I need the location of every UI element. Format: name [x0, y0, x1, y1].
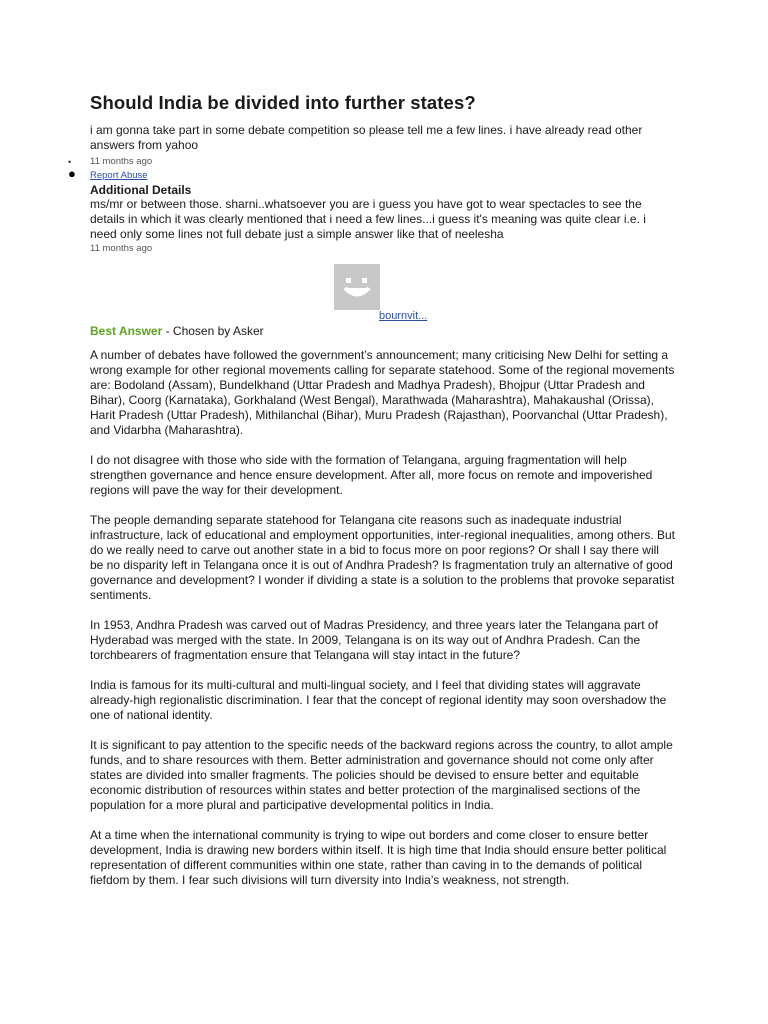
- question-text: i am gonna take part in some debate competition so please tell me a few lines. i have already read other answers from yahoo: [90, 123, 643, 152]
- answer-paragraph: It is significant to pay attention to the specific needs of the backward regions across the country, to allot ample funds, and to share resources with them. Better administration and governance should not come only after states are divided into smaller fragments. The policies should be devised to ensure better and equitable economic distribution of resources within states and better protection of the marginalised sections of the population for a more plural and participative developmental politics in India.: [90, 738, 673, 812]
- question-title: Should India be divided into further states?: [90, 92, 476, 113]
- bullet-icon: ●: [68, 166, 76, 181]
- answerer-block: [334, 264, 454, 322]
- report-abuse-link[interactable]: Report Abuse: [90, 170, 148, 181]
- answer-paragraph: At a time when the international community is trying to wipe out borders and come closer to ensure better development, India is drawing new borders within itself. It is high time that India should ensure better political representation of different communities within one state, rather than caving in to the demands of political fiefdom by them. I fear such divisions will turn diversity into India’s weakness, not strength.: [90, 828, 667, 887]
- best-answer-label: Best Answer: [90, 324, 163, 338]
- smiley-face-icon: [334, 264, 380, 310]
- question-page: [68, 92, 675, 887]
- question-meta: [68, 155, 675, 183]
- best-answer-header: [90, 324, 264, 338]
- answer-paragraph: A number of debates have followed the government’s announcement; many criticising New Delhi for setting a wrong example for other regional movements calling for separate statehood. Some of the regional movements are: Bodoland (Assam), Bundelkhand (Uttar Pradesh and Madhya Pradesh), Bhojpur (Uttar Pradesh and Bihar), Coorg (Karnataka), Gorkhaland (West Bengal), Marathwada (Maharashtra), Mahakaushal (Orissa), Harit Pradesh (Uttar Pradesh), Mithilanchal (Bihar), Muru Pradesh (Rajasthan), Poorvanchal (Uttar Pradesh), and Vidarbha (Maharashtra).: [90, 348, 675, 437]
- answer-paragraph: The people demanding separate statehood for Telangana cite reasons such as inadequate industrial infrastructure, lack of educational and employment opportunities, inter-regional inequalities, among others. But do we really need to carve out another state in a bid to focus more on poor regions? Or shall I say there will be no disparity left in Telangana once it is out of Andhra Pradesh? Is fragmentation truly an alternative of good governance and development? I wonder if dividing a state is a solution to the problems that provoke separatist sentiments.: [90, 513, 675, 602]
- chosen-by-label: - Chosen by Asker: [162, 324, 264, 338]
- best-answer-body: [90, 348, 675, 903]
- answer-paragraph: In 1953, Andhra Pradesh was carved out of Madras Presidency, and three years later the Telangana part of Hyderabad was merged with the state. In 2009, Telangana is on its way out of Andhra Pradesh. Can the torchbearers of fragmentation ensure that Telangana will stay intact in the future?: [90, 618, 658, 662]
- avatar[interactable]: [334, 264, 380, 310]
- question-time-item: [68, 155, 675, 169]
- additional-details-time: 11 months ago: [90, 243, 153, 254]
- additional-details-text: ms/mr or between those. sharni..whatsoever you are i guess you have got to wear spectacles to see the details in which it was clearly mentioned that i need a few lines...i guess it's meaning was quite clear i.e. i need only some lines not full debate just a simple answer like that of neelesha: [90, 197, 646, 241]
- answer-paragraph: India is famous for its multi-cultural and multi-lingual society, and I feel that dividing states will aggravate already-high regionalistic discrimination. I fear that the concept of regional identity may soon overshadow the one of national identity.: [90, 678, 667, 722]
- report-abuse-item: [68, 166, 675, 183]
- answerer-name-link[interactable]: bournvit...: [379, 310, 428, 322]
- question-time: 11 months ago: [90, 156, 153, 167]
- bullet-icon: •: [68, 157, 72, 167]
- answer-paragraph: I do not disagree with those who side with the formation of Telangana, arguing fragmentation will help strengthen governance and hence ensure development. After all, more focus on remote and impoverished regions will pave the way for their development.: [90, 453, 653, 497]
- additional-details-title: Additional Details: [90, 183, 192, 197]
